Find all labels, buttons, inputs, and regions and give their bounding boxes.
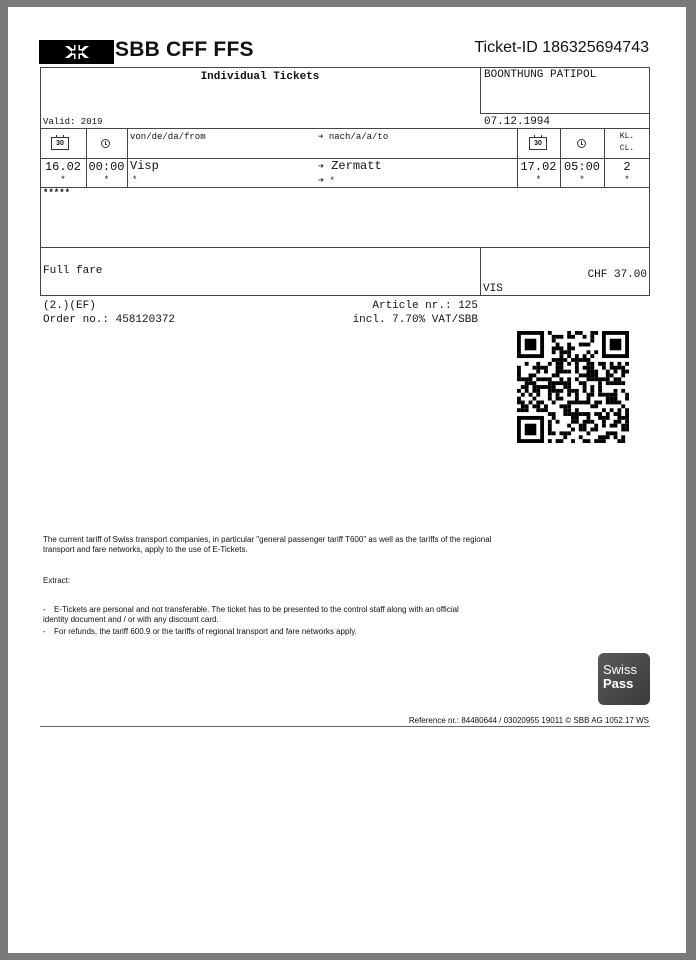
price: CHF 37.00: [587, 269, 647, 281]
class-header: KL. CL.: [619, 132, 635, 153]
from-station: Visp: [130, 159, 159, 173]
order-number: Order no.: 458120372: [43, 314, 176, 326]
class-code: (2.)(EF): [43, 300, 96, 312]
arrival-time: 05:00: [563, 160, 600, 174]
marker: *: [132, 175, 138, 185]
extract-label: Extract:: [43, 576, 71, 585]
qr-code: [517, 331, 629, 443]
terms-bullet-1: E-Tickets are personal and not transferable. The ticket has to be presented to the control staff along with an official identity document and / or with any discount card.: [43, 605, 459, 624]
clock-icon: [101, 139, 110, 148]
sbb-cross-arrows-icon: [39, 40, 114, 64]
ticket-page: [8, 7, 686, 953]
tariff-paragraph: The current tariff of Swiss transport companies, in particular "general passenger tariff T600" as well as the tariffs of the regional transport and fare networks, apply to the use of E-Tickets.: [43, 535, 492, 554]
bullet-dash: -: [43, 627, 46, 636]
marker: *: [535, 175, 542, 185]
to-header: nach/a/a/to: [328, 132, 389, 142]
marker: *: [329, 176, 335, 186]
sbb-logo: [39, 40, 114, 64]
brand-name: SBB CFF FFS: [115, 38, 254, 61]
vat-info: incl. 7.70% VAT/SBB: [352, 314, 478, 326]
fare-type: Full fare: [43, 265, 103, 277]
to-station: Zermatt: [331, 159, 382, 173]
arrow-right-icon: ➔: [318, 176, 325, 187]
departure-date: 16.02: [44, 160, 81, 174]
bullet-dash: -: [43, 605, 46, 614]
article-number: Article nr.: 125: [372, 300, 478, 312]
departure-time: 00:00: [88, 160, 125, 174]
ticket-id: Ticket-ID 186325694743: [474, 39, 649, 56]
calendar-icon: 30: [529, 137, 547, 150]
arrival-date: 17.02: [520, 160, 557, 174]
birth-date: 07.12.1994: [484, 116, 551, 128]
travel-class: 2: [623, 160, 631, 174]
from-header: von/de/da/from: [130, 132, 206, 142]
reference-number: Reference nr.: 84480644 / 03020955 19011 © SBB AG 1052.17 WS: [408, 716, 649, 725]
marker: *: [624, 175, 630, 185]
to-header-row: [318, 132, 388, 142]
marker: *: [579, 175, 585, 185]
to-marker-row: [318, 175, 335, 187]
ticket-title: Individual Tickets: [200, 71, 320, 83]
valid-year: Valid: 2019: [43, 117, 103, 127]
terms-bullet-2: For refunds, the tariff 600.9 or the tariffs of regional transport and fare networks apply.: [54, 627, 357, 636]
arrow-right-icon: ➔: [318, 132, 324, 142]
stars-row: *****: [43, 188, 71, 198]
calendar-icon: 30: [51, 137, 69, 150]
clock-icon: [577, 139, 586, 148]
swisspass-logo: Swiss Pass: [598, 653, 650, 705]
marker: *: [60, 175, 66, 185]
to-station-row: [318, 159, 382, 173]
passenger-name: BOONTHUNG PATIPOL: [484, 69, 597, 81]
marker: *: [103, 175, 110, 185]
arrow-right-icon: ➔: [318, 162, 325, 173]
issuer-code: VIS: [483, 283, 503, 295]
